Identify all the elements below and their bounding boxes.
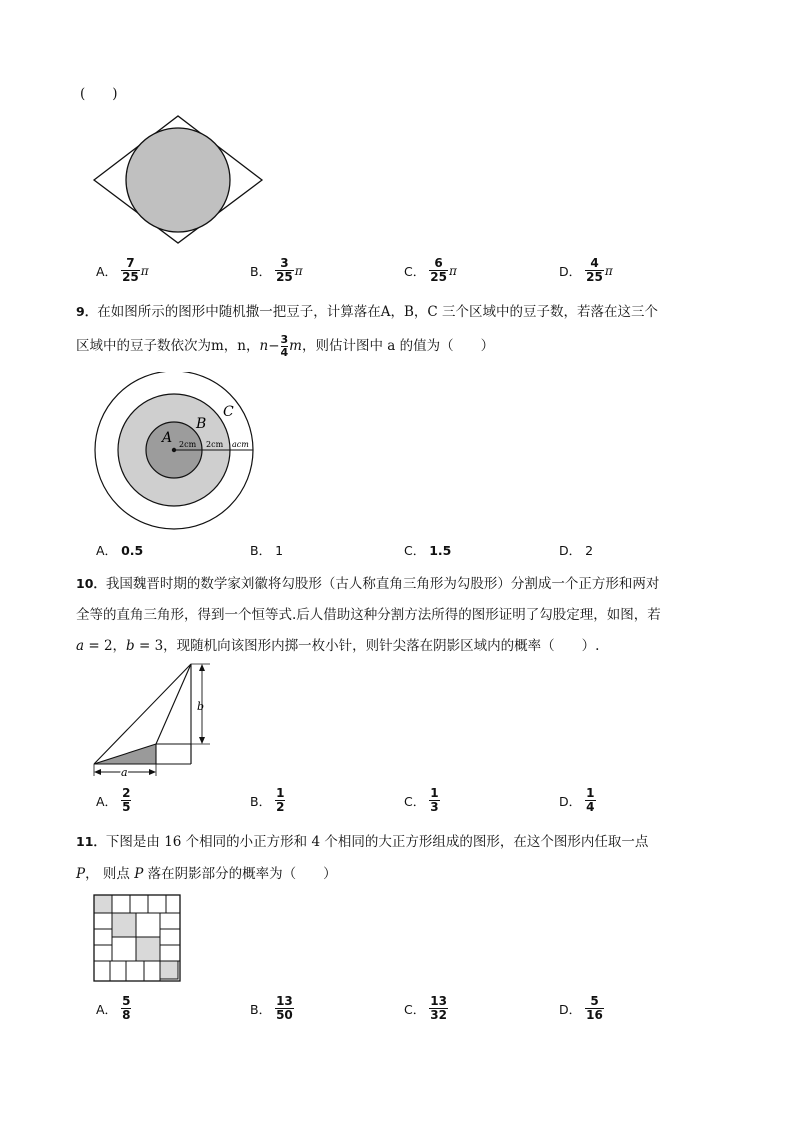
q11-shaded-large-square	[112, 913, 136, 937]
q11-option-b[interactable]: B． $\frac{13}{50}$	[250, 994, 293, 1022]
q9-number: 9．	[76, 304, 98, 319]
fraction: $\frac{6}{25}$	[430, 256, 447, 284]
q10-option-c[interactable]: C． $\frac{1}{3}$	[404, 786, 439, 814]
q9-label-a: A	[162, 430, 173, 446]
fraction: $\frac{1}{4}$	[586, 786, 595, 814]
fraction: $\frac{13}{32}$	[430, 994, 447, 1022]
q8-option-b[interactable]: B． $\frac{3}{25}$ π	[250, 256, 303, 284]
q11-shaded-large-square	[136, 937, 160, 961]
fraction: $\frac{13}{50}$	[276, 994, 293, 1022]
q9-option-c[interactable]: C． 1.5	[404, 542, 452, 558]
q11-shaded-small-square	[160, 961, 178, 979]
q11-grid-figure	[92, 893, 184, 987]
q11-option-c[interactable]: C． $\frac{13}{32}$	[404, 994, 447, 1022]
q10-option-b[interactable]: B． $\frac{1}{2}$	[250, 786, 285, 814]
q9-radius-label-2: 2cm	[206, 440, 224, 449]
q9-radius-label-1: 2cm	[179, 440, 197, 449]
q10-triangle-figure	[90, 660, 220, 780]
fraction: $\frac{1}{2}$	[276, 786, 285, 814]
q8-rhombus-circle-figure	[92, 114, 266, 246]
q8-option-d[interactable]: D． $\frac{4}{25}$ π	[559, 256, 613, 284]
fraction: $\frac{1}{3}$	[430, 786, 439, 814]
fraction: $\frac{5}{8}$	[122, 994, 131, 1022]
q9-center-dot	[172, 448, 176, 452]
q10-label-a: a	[121, 766, 128, 779]
q10-line-3: a = 2，b = 3，现随机向该图形内掷一枚小针，则针尖落在阴影区域内的概率（ ）.	[76, 638, 600, 654]
q8-option-c[interactable]: C． $\frac{6}{25}$ π	[404, 256, 457, 284]
q9-line-2: 区域中的豆子数依次为m，n，n− $\frac{3}{4}$ m，则估计图中 a 的值为（ ）	[76, 333, 495, 359]
q10-line-1: 10．我国魏晋时期的数学家刘徽将勾股形（古人称直角三角形为勾股形）分割成一个正方形和两对	[76, 576, 660, 592]
q10-label-b: b	[197, 700, 205, 713]
q9-radius-label-3: acm	[232, 440, 249, 449]
q11-number: 11．	[76, 834, 106, 849]
inline-fraction: $\frac{3}{4}$	[280, 333, 289, 359]
q8-answer-paren: ( )	[80, 86, 118, 102]
fraction: $\frac{7}{25}$	[122, 256, 139, 284]
q9-line-1: 9．在如图所示的图形中随机撒一把豆子，计算落在A，B，C 三个区域中的豆子数，若落在这三个	[76, 304, 658, 320]
q9-option-d[interactable]: D． 2	[559, 542, 594, 558]
q11-shaded-small-square	[94, 895, 112, 913]
q11-line-1: 11．下图是由 16 个相同的小正方形和 4 个相同的大正方形组成的图形，在这个图形内任取一点	[76, 834, 649, 850]
q9-label-c: C	[223, 404, 234, 420]
q10-number: 10．	[76, 576, 106, 591]
q9-option-b[interactable]: B． 1	[250, 542, 284, 558]
q8-inscribed-circle	[126, 128, 230, 232]
fraction: $\frac{3}{25}$	[276, 256, 293, 284]
q11-option-d[interactable]: D． $\frac{5}{16}$	[559, 994, 603, 1022]
fraction: $\frac{4}{25}$	[586, 256, 603, 284]
q10-option-d[interactable]: D． $\frac{1}{4}$	[559, 786, 595, 814]
q9-label-b: B	[196, 416, 207, 432]
q10-line-2: 全等的直角三角形，得到一个恒等式.后人借助这种分割方法所得的图形证明了勾股定理，如图，若	[76, 607, 661, 623]
q10-option-a[interactable]: A． $\frac{2}{5}$	[96, 786, 131, 814]
q9-concentric-circles-figure	[92, 372, 258, 530]
q8-option-a[interactable]: A． $\frac{7}{25}$ π	[96, 256, 149, 284]
fraction: $\frac{2}{5}$	[122, 786, 131, 814]
q9-option-a[interactable]: A． 0.5	[96, 542, 144, 558]
q11-option-a[interactable]: A． $\frac{5}{8}$	[96, 994, 131, 1022]
fraction: $\frac{5}{16}$	[586, 994, 603, 1022]
q11-line-2: P， 则点 P 落在阴影部分的概率为（ ）	[76, 866, 337, 882]
